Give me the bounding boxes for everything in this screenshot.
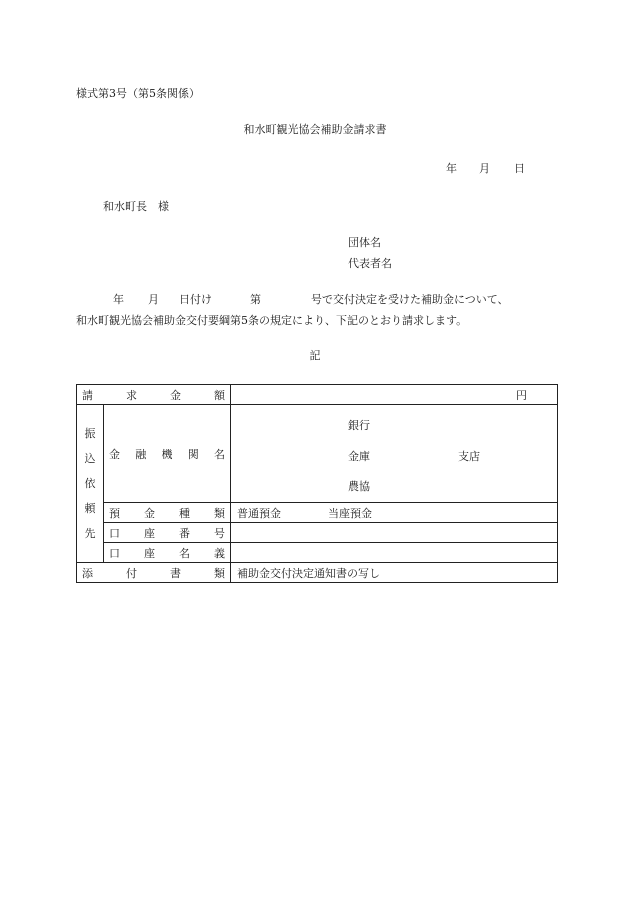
bank-row bbox=[77, 405, 558, 503]
bank-option-ja: 農協 bbox=[348, 480, 370, 493]
body-line1-rest: 号で交付決定を受けた補助金について、 bbox=[311, 293, 509, 306]
addressee: 和水町長 様 bbox=[103, 200, 169, 213]
bank-label: 金 融 機 関 名 bbox=[104, 405, 231, 503]
form-number: 様式第3号（第5条関係） bbox=[76, 87, 200, 100]
amount-row bbox=[77, 385, 558, 405]
amount-value[interactable] bbox=[231, 385, 558, 405]
date-month: 月 bbox=[479, 162, 490, 175]
request-table bbox=[76, 384, 558, 583]
body-line-1 bbox=[113, 294, 509, 305]
deposit-type-value[interactable] bbox=[231, 503, 558, 523]
date-year: 年 bbox=[446, 162, 457, 175]
body-year: 年 bbox=[113, 293, 124, 306]
transfer-label: 振 込 依 頼 先 bbox=[77, 405, 104, 563]
branch-label: 支店 bbox=[458, 450, 480, 463]
deposit-type-label: 預 金 種 類 bbox=[104, 503, 231, 523]
document-title: 和水町観光協会補助金請求書 bbox=[243, 123, 387, 136]
amount-label: 請 求 金 額 bbox=[77, 385, 231, 405]
body-month: 月 bbox=[148, 293, 159, 306]
bank-option-shinkin: 金庫 bbox=[348, 450, 370, 463]
account-number-label: 口 座 番 号 bbox=[104, 523, 231, 543]
body-number-prefix: 第 bbox=[250, 293, 261, 306]
ki-heading: 記 bbox=[309, 349, 321, 362]
account-number-value[interactable] bbox=[231, 523, 558, 543]
deposit-type-ordinary: 普通預金 bbox=[237, 506, 281, 520]
account-number-row bbox=[77, 523, 558, 543]
account-name-row bbox=[77, 543, 558, 563]
bank-value[interactable] bbox=[231, 405, 558, 503]
attachment-value: 補助金交付決定通知書の写し bbox=[231, 563, 558, 583]
body-line-2: 和水町観光協会補助金交付要綱第5条の規定により、下記のとおり請求します。 bbox=[76, 314, 468, 327]
date-day: 日 bbox=[514, 162, 525, 175]
deposit-type-row bbox=[77, 503, 558, 523]
deposit-type-current: 当座預金 bbox=[328, 506, 372, 520]
bank-option-bank: 銀行 bbox=[348, 419, 370, 432]
rep-name-label: 代表者名 bbox=[348, 257, 392, 270]
attachment-row bbox=[77, 563, 558, 583]
account-name-label: 口 座 名 義 bbox=[104, 543, 231, 563]
attachment-label: 添 付 書 類 bbox=[77, 563, 231, 583]
body-dated: 日付け bbox=[179, 293, 212, 306]
date-line bbox=[446, 163, 525, 174]
account-name-value[interactable] bbox=[231, 543, 558, 563]
yen-unit: 円 bbox=[516, 388, 527, 402]
org-name-label: 団体名 bbox=[348, 236, 381, 249]
